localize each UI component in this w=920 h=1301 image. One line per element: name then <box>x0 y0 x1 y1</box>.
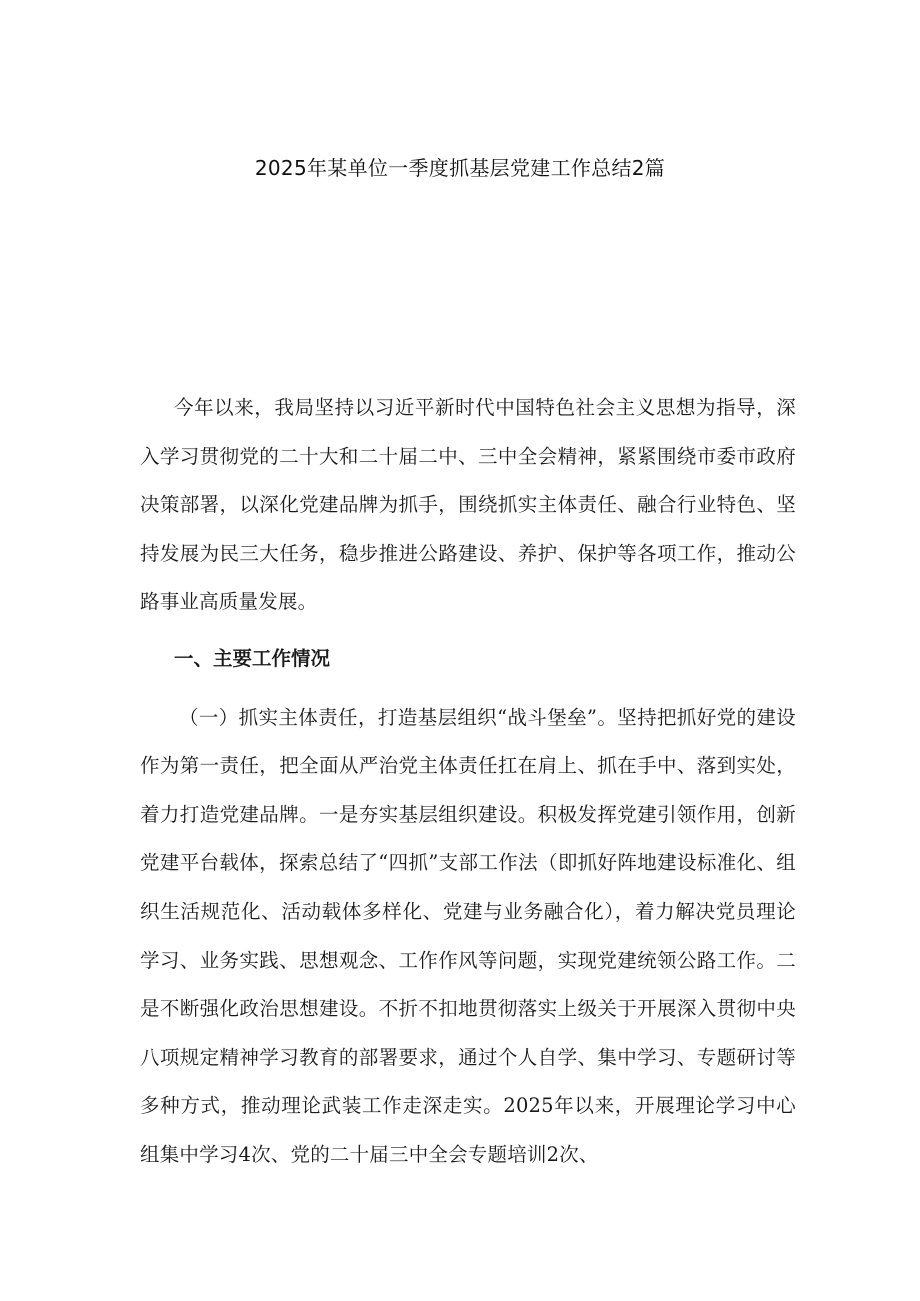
intro-paragraph: 今年以来，我局坚持以习近平新时代中国特色社会主义思想为指导，深入学习贯彻党的二十大和二十届二中、三中全会精神，紧紧围绕市委市政府决策部署，以深化党建品牌为抓手，围绕抓实主体责任、融合行业特色、坚持发展为民三大任务，稳步推进公路建设、养护、保护等各项工作，推动公路事业高质量发展。 <box>140 396 796 614</box>
section-heading: 一、主要工作情况 <box>174 646 331 670</box>
subsection-paragraph: （一）抓实主体责任，打造基层组织“战斗堡垒”。坚持把抓好党的建设作为第一责任，把全面从严治党主体责任扛在肩上、抓在手中、落到实处，着力打造党建品牌。一是夯实基层组织建设。积极发挥党建引领作用，创新党建平台载体，探索总结了“四抓”支部工作法（即抓好阵地建设标准化、组织生活规范化、活动载体多样化、党建与业务融合化），着力解决党员理论学习、业务实践、思想观念、工作作风等问题，实现党建统领公路工作。二是不断强化政治思想建设。不折不扣地贯彻落实上级关于开展深入贯彻中央八项规定精神学习教育的部署要求，通过个人自学、集中学习、专题研讨等多种方式，推动理论武装工作走深走实。2025年以来，开展理论学习中心组集中学习4次、党的二十届三中全会专题培训2次、 <box>140 705 796 1166</box>
document-title: 2025年某单位一季度抓基层党建工作总结2篇 <box>254 156 666 180</box>
document-body <box>140 384 796 1180</box>
